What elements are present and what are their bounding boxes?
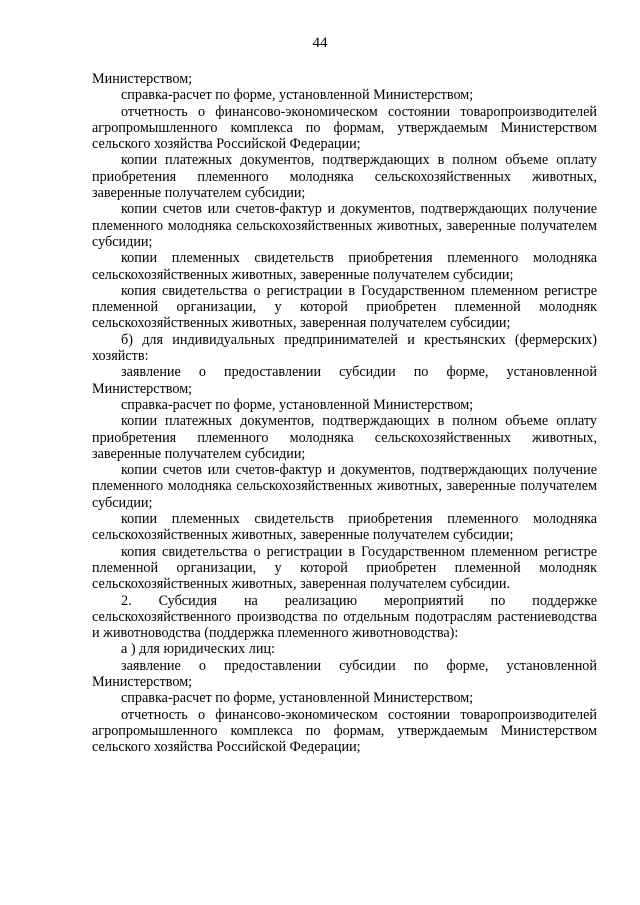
paragraph: копия свидетельства о регистрации в Государственном племенном регистре племенной организации, у которой приобретен племенной молодняк сельскохозяйственных животных, заверенная получателем субсидии. <box>92 543 597 593</box>
paragraph: копии счетов или счетов-фактур и документов, подтверждающих получение племенного молодняка сельскохозяйственных животных, заверенные получателем субсидии; <box>92 201 597 250</box>
paragraph: отчетность о финансово-экономическом состоянии товаропроизводителей агропромышленного комплекса по формам, утверждаемым Министерством сельского хозяйства Российской Федерации; <box>92 103 597 153</box>
paragraph: справка-расчет по форме, установленной Министерством; <box>121 396 474 413</box>
paragraph: копия свидетельства о регистрации в Государственном племенном регистре племенной организации, у которой приобретен племенной молодняк сельскохозяйственных животных, заверенная получателем субсидии; <box>92 282 597 332</box>
paragraph: б) для индивидуальных предпринимателей и крестьянских (фермерских) хозяйств: <box>92 331 597 365</box>
paragraph: копии племенных свидетельств приобретения племенного молодняка сельскохозяйственных животных, заверенные получателем субсидии; <box>92 511 597 544</box>
paragraph: 2. Субсидия на реализацию мероприятий по поддержке сельскохозяйственного производства по отдельным подотраслям растениеводства и животноводства (поддержка племенного животноводства): <box>92 592 597 642</box>
paragraph: справка-расчет по форме, установленной Министерством; <box>121 690 474 707</box>
paragraph: заявление о предоставлении субсидии по форме, установленной Министерством; <box>92 657 597 690</box>
paragraph: копии счетов или счетов-фактур и документов, подтверждающих получение племенного молодняка сельскохозяйственных животных, заверенные получателем субсидии; <box>92 462 597 511</box>
paragraph: заявление о предоставлении субсидии по форме, установленной Министерством; <box>92 364 597 397</box>
paragraph: копии платежных документов, подтверждающих в полном объеме оплату приобретения племенного молодняка сельскохозяйственных животных, заверенные получателем субсидии; <box>92 413 597 462</box>
document-body <box>92 71 597 755</box>
paragraph: копии племенных свидетельств приобретения племенного молодняка сельскохозяйственных животных, заверенные получателем субсидии; <box>92 250 597 283</box>
paragraph: а ) для юридических лиц: <box>121 641 275 658</box>
paragraph: копии платежных документов, подтверждающих в полном объеме оплату приобретения племенного молодняка сельскохозяйственных животных, заверенные получателем субсидии; <box>92 152 597 202</box>
page-number: 44 <box>312 35 328 51</box>
paragraph: справка-расчет по форме, установленной Министерством; <box>121 87 474 104</box>
paragraph: Министерством; <box>92 71 193 87</box>
paragraph: отчетность о финансово-экономическом состоянии товаропроизводителей агропромышленного комплекса по формам, утверждаемым Министерством сельского хозяйства Российской Федерации; <box>92 706 597 756</box>
